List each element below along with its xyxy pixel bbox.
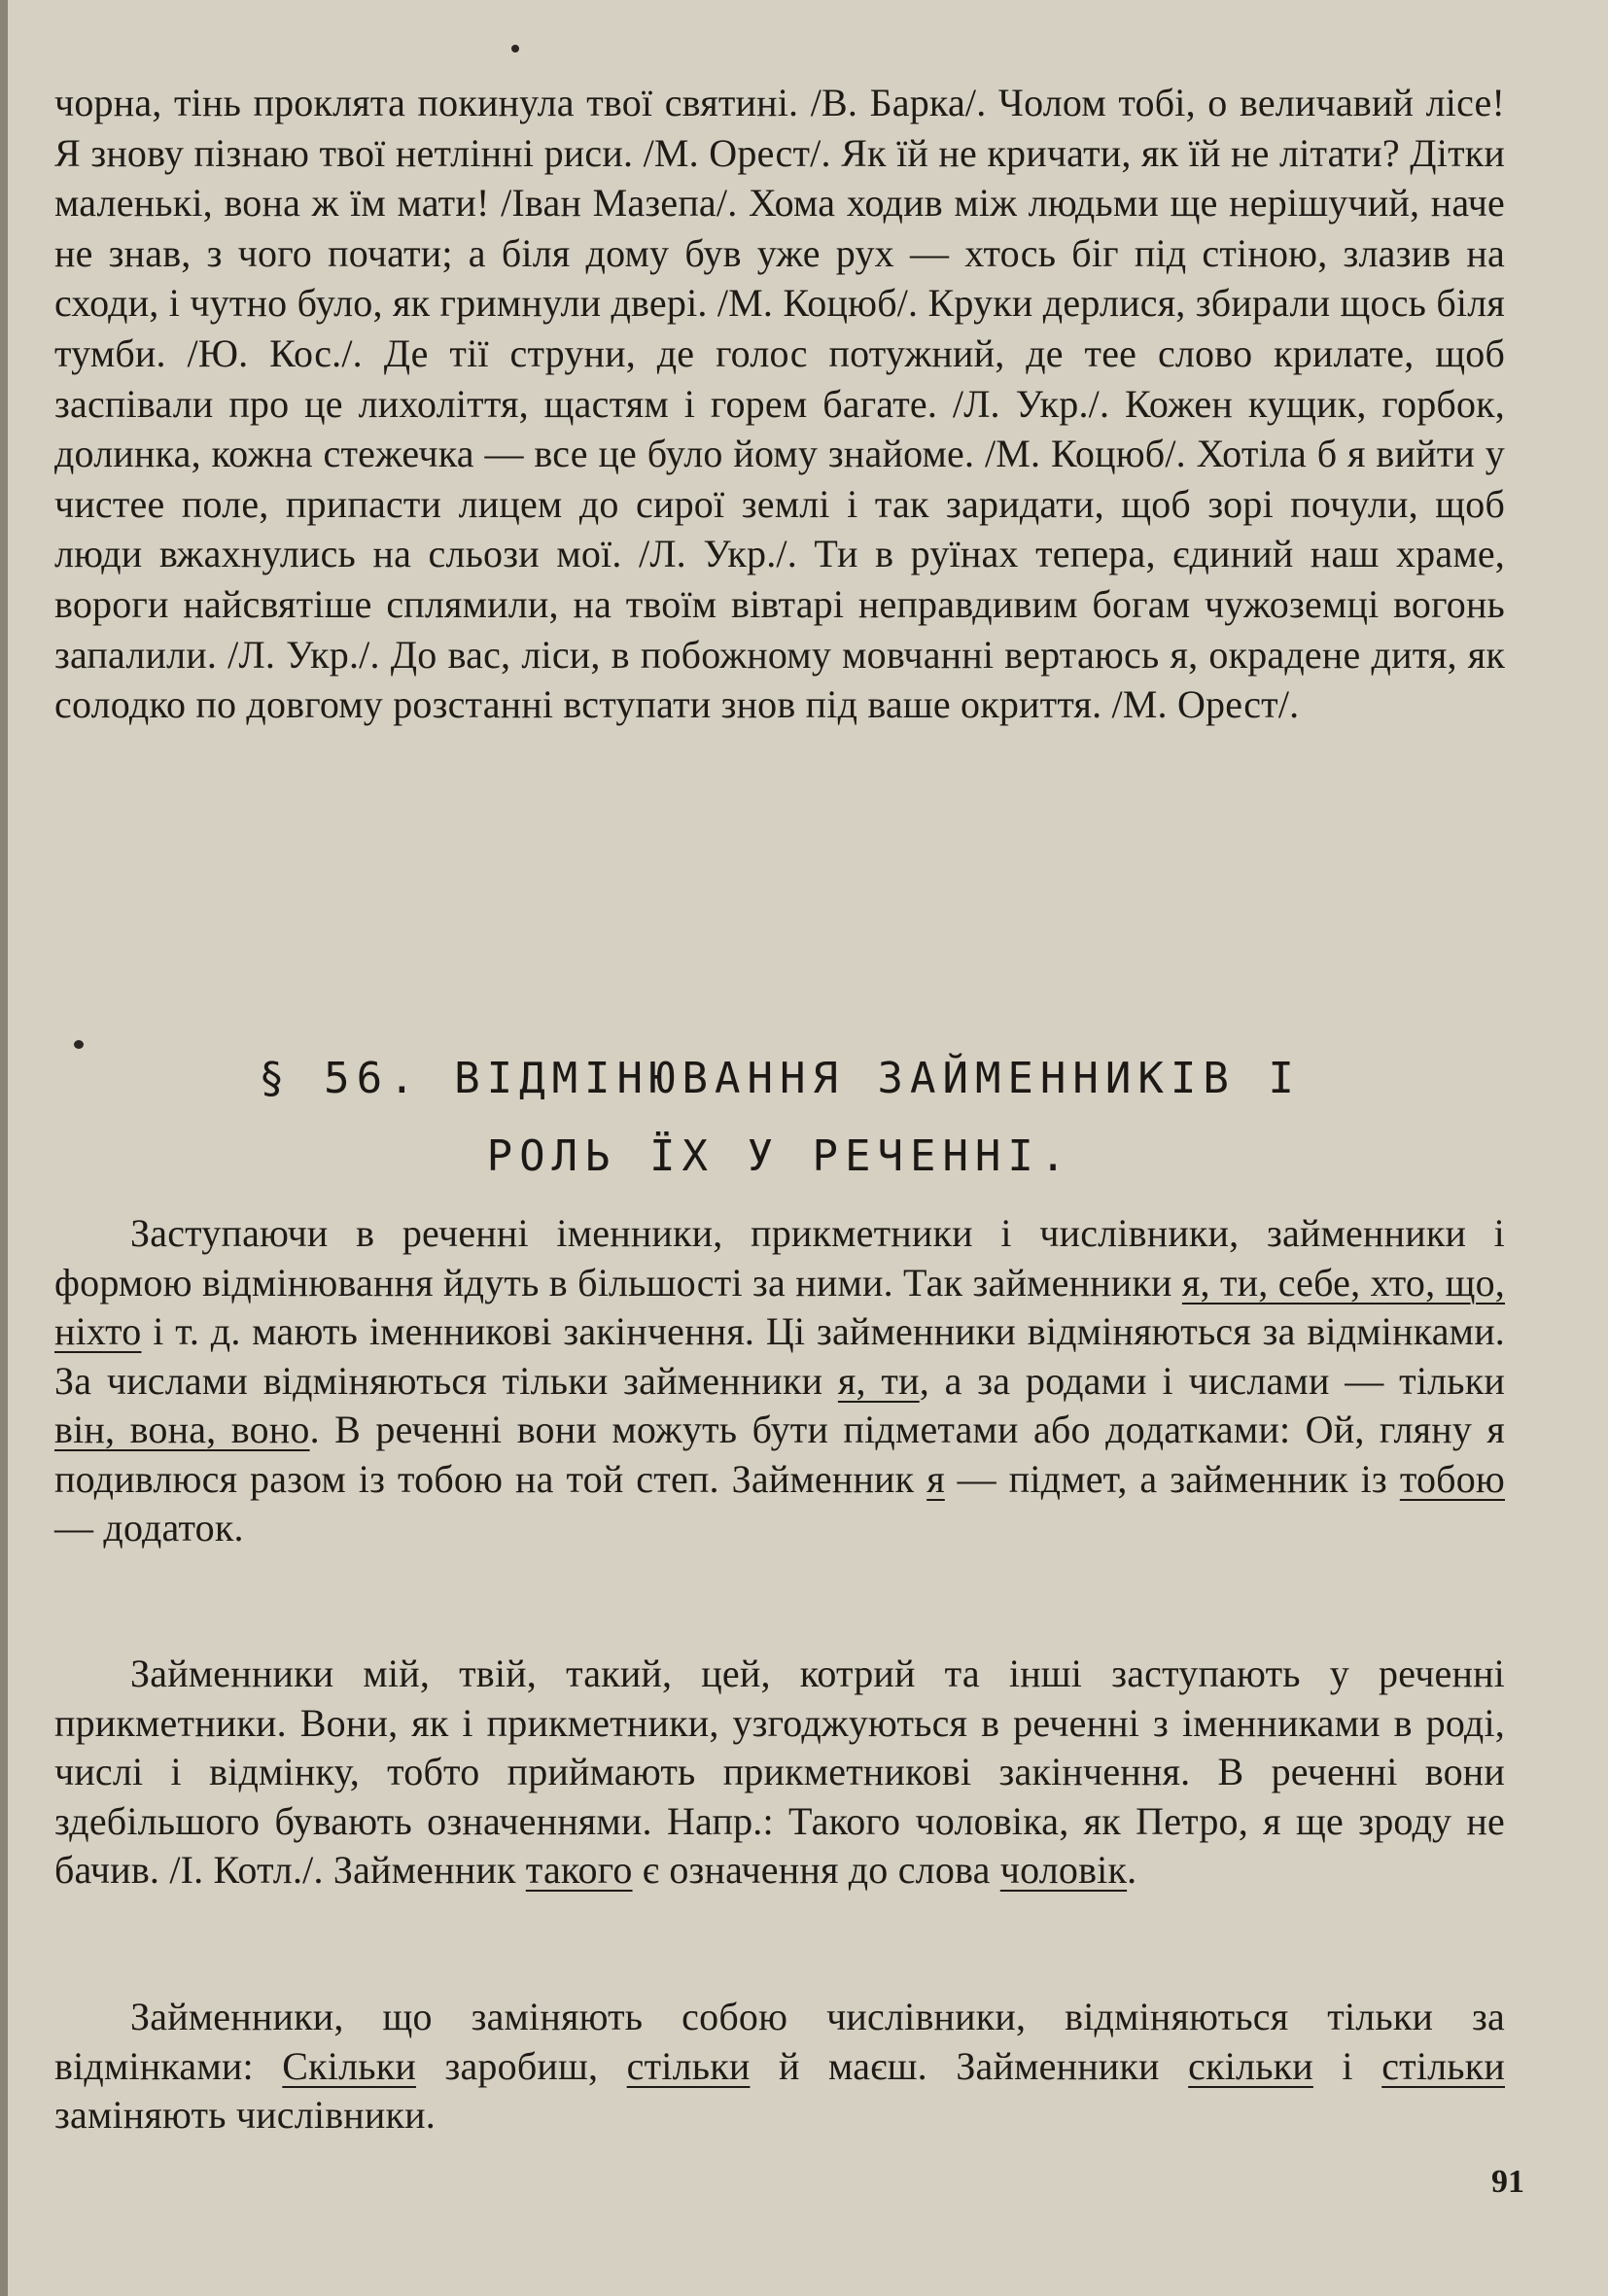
- text-run: Заступаючи в реченні іменники, прикметники і числівники, займенники і формою відмінювання йдуть в більшості за ними. Так займенники: [54, 1211, 1505, 1305]
- text-run: Займенники мій, твій, такий, цей, котрий та інші заступають у реченні прикметники. Вони, як і прикметники, узгоджуються в реченні з іменниками в роді, числі і відмінку, тобто приймають прикметникові закінчення. В реченні вони здебільшого бувають означеннями. Напр.: Такого чоловіка, як Петро, я ще зроду не бачив. /І. Котл./. Займенник: [54, 1652, 1505, 1892]
- underlined-example: Скільки: [282, 2043, 416, 2088]
- underlined-example: я, ти: [837, 1358, 920, 1403]
- body-paragraph-numeral: [54, 1993, 1505, 2140]
- text-run: є означення до слова: [632, 1848, 1000, 1892]
- underlined-example: чоловік: [999, 1848, 1128, 1892]
- text-run: — додаток.: [54, 1506, 244, 1549]
- section-heading-line-2: РОЛЬ ЇХ У РЕЧЕННІ.: [486, 1131, 1073, 1181]
- text-run: й маєш. Займенники: [750, 2043, 1189, 2088]
- section-heading-line-1: § 56. ВІДМІНЮВАННЯ ЗАЙМЕННИКІВ І: [259, 1054, 1301, 1103]
- page-left-edge: [0, 0, 8, 2296]
- text-run: .: [1127, 1848, 1137, 1892]
- underlined-example: я, ти, себе, хто, що, ніхто: [54, 1260, 1505, 1353]
- text-run: — підмет, а займенник із: [944, 1456, 1400, 1501]
- body-paragraph-declension: [54, 1209, 1505, 1553]
- underlined-example: тобою: [1399, 1456, 1505, 1501]
- book-page: [8, 0, 1608, 2296]
- underlined-example: такого: [525, 1848, 633, 1892]
- underlined-example: стільки: [626, 2043, 751, 2088]
- underlined-example: я: [926, 1456, 945, 1501]
- underlined-example: стільки: [1381, 2043, 1505, 2088]
- page-number: 91: [1491, 2164, 1524, 2200]
- text-run: заміняють числівники.: [54, 2093, 436, 2137]
- ink-speck: [74, 1040, 84, 1049]
- text-run: . В реченні вони можуть бути підметами або додатками: Ой, гляну я подивлюся разом із тобою на той степ. Займенник: [54, 1408, 1506, 1501]
- underlined-example: він, вона, воно: [54, 1408, 310, 1451]
- underlined-example: скільки: [1188, 2043, 1313, 2088]
- text-run: , а за родами і числами — тільки: [919, 1358, 1505, 1403]
- body-paragraph-adjectival: [54, 1650, 1505, 1896]
- ink-speck: [511, 45, 519, 52]
- text-run: і т. д. мають іменникові закінчення. Ці займенники відміняються за відмінками. За числами відміняються тільки займенники: [54, 1309, 1505, 1403]
- quote-paragraph: чорна, тінь проклята покинула твої святині. /В. Барка/. Чолом тобі, о величавий лісе! Я знову пізнаю твої нетлінні риси. /М. Орест/. Як їй не кричати, як їй не літати? Дітки маленькі, вона ж їм мати! /Іван Мазепа/. Хома ходив між людьми ще нерішучий, наче не знав, з чого почати; а біля дому був уже рух — хтось біг під стіною, злазив на сходи, і чутно було, як гримнули двері. /М. Коцюб/. Круки дерлися, збирали щось біля тумби. /Ю. Кос./. Де тії струни, де голос потужний, де тее слово крилате, щоб заспівали про це лихоліття, щастям і горем багате. /Л. Укр./. Кожен кущик, горбок, долинка, кожна стежечка — все це було йому знайоме. /М. Коцюб/. Хотіла б я вийти у чистее поле, припасти лицем до сирої землі і так заридати, щоб зорі почули, щоб люди вжахнулись на сльози мої. /Л. Укр./. Ти в руїнах тепера, єдиний наш храме, вороги найсвятіше сплямили, на твоїм вівтарі неправдивим богам чужоземці вогонь запалили. /Л. Укр./. До вас, ліси, в побожному мовчанні вертаюсь я, окрадене дитя, як солодко по довгому розстанні вступати знов під ваше окриття. /М. Орест/.: [54, 81, 1505, 727]
- text-run: і: [1312, 2043, 1382, 2088]
- text-run: Займенники, що заміняють собою числівники, відміняються тільки за відмінками:: [54, 1995, 1505, 2088]
- text-run: заробиш,: [415, 2043, 627, 2088]
